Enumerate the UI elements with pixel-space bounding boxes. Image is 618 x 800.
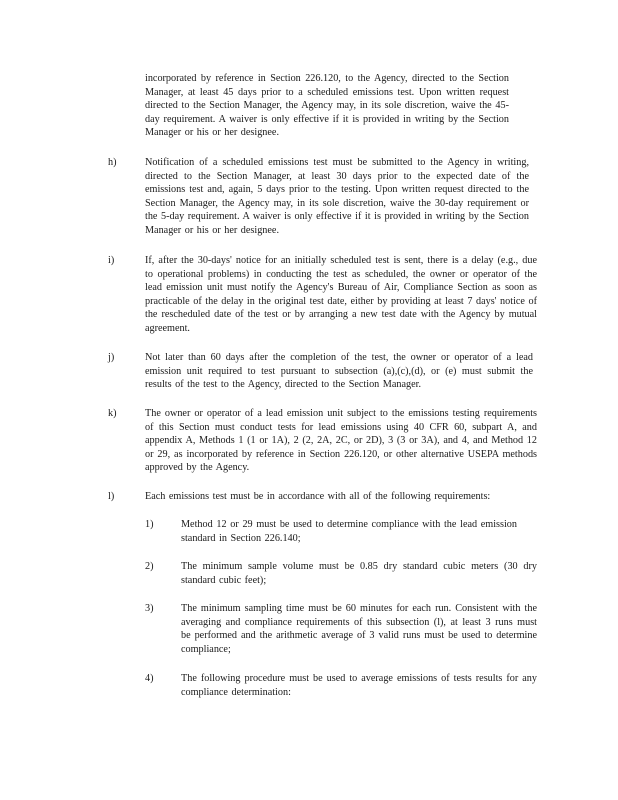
item-text-l: Each emissions test must be in accordance with all of the following requirements:: [145, 491, 491, 502]
subitem-label-1: 1): [145, 519, 154, 530]
item-label-j: j): [108, 352, 115, 363]
subitem-text-3: The minimum sampling time must be 60 minutes for each run. Consistent with the averaging and compliance requirements of this subsection (l), at least 3 runs must be performed and the arithmetic average of 3 valid runs must be used to determine compliance;: [181, 603, 537, 655]
subitem-label-3: 3): [145, 603, 154, 614]
item-text-i: If, after the 30-days' notice for an initially scheduled test is sent, there is a delay (e.g., due to operational problems) in conducting the test as scheduled, the owner or operator of the lead emission unit must notify the Agency's Bureau of Air, Compliance Section as soon as practicable of the delay in the original test date, either by providing at least 7 days' notice of the rescheduled date of the test or by arranging a new test date with the Agency by mutual agreement.: [145, 255, 537, 334]
item-text-k: The owner or operator of a lead emission unit subject to the emissions testing requirements of this Section must conduct tests for lead emissions using 40 CFR 60, subpart A, and appendix A, Methods 1 (1 or 1A), 2 (2, 2A, 2C, or 2D), 3 (3 or 3A), and 4, and Method 12 or 29, as incorporated by reference in Section 226.120, or other alternative USEPA methods approved by the Agency.: [145, 408, 537, 474]
continuation-paragraph: incorporated by reference in Section 226.120, to the Agency, directed to the Section Manager, at least 45 days prior to a scheduled emissions test. Upon written request directed to the Section Manager, the Agency may, in its sole discretion, waive the 45-day requirement. A waiver is only effective if it is provided in writing by the Section Manager or his or her designee.: [145, 73, 509, 139]
item-label-k: k): [108, 408, 117, 419]
subitem-text-1: Method 12 or 29 must be used to determine compliance with the lead emission standard in Section 226.140;: [181, 519, 517, 544]
subitem-label-2: 2): [145, 561, 154, 572]
item-label-h: h): [108, 157, 117, 168]
subitem-text-2: The minimum sample volume must be 0.85 dry standard cubic meters (30 dry standard cubic feet);: [181, 561, 537, 586]
item-label-l: l): [108, 491, 115, 502]
item-text-h: Notification of a scheduled emissions test must be submitted to the Agency in writing, directed to the Section Manager, at least 30 days prior to the expected date of the emissions test and, again, 5 days prior to the testing. Upon written request directed to the Section Manager, the Agency may, in its sole discretion, waive the 30-day requirement or the 5-day requirement. A waiver is only effective if it is provided in writing by the Section Manager or his or her designee.: [145, 157, 529, 236]
item-text-j: Not later than 60 days after the completion of the test, the owner or operator of a lead emission unit required to test pursuant to subsection (a),(c),(d), or (e) must submit the results of the test to the Agency, directed to the Section Manager.: [145, 352, 533, 391]
item-label-i: i): [108, 255, 115, 266]
subitem-label-4: 4): [145, 673, 154, 684]
subitem-text-4: The following procedure must be used to average emissions of tests results for any compliance determination:: [181, 673, 537, 698]
